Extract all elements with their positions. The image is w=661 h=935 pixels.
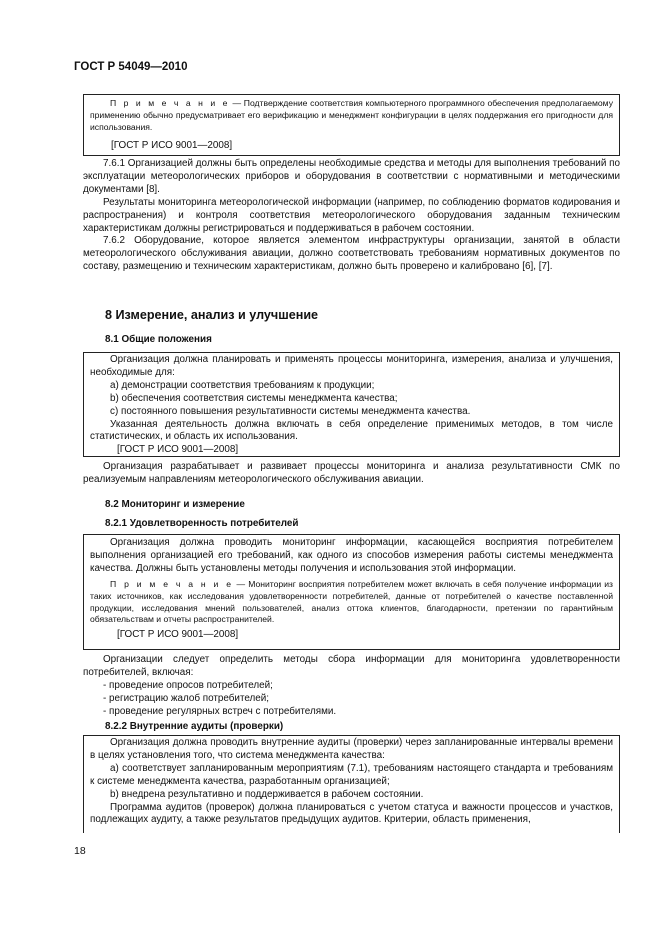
standard-header: ГОСТ Р 54049—2010 <box>74 61 188 73</box>
list-item: b) обеспечения соответствия системы менеджмента качества; <box>110 392 398 404</box>
reference-text: [ГОСТ Р ИСО 9001—2008] <box>111 140 233 151</box>
note-paragraph <box>90 98 613 134</box>
quote-box-8-2-1 <box>83 534 620 650</box>
paragraph-7-6-1: 7.6.1 Организацией должны быть определены необходимые средства и методы для выполнения требований по эксплуатации метеорологических приборов и оборудования в соответствии с нормативными и методическими документами [8]. <box>83 158 620 195</box>
note-label: П р и м е ч а н и е <box>110 578 234 589</box>
list-item: - регистрацию жалоб потребителей; <box>103 692 270 704</box>
note-paragraph <box>90 579 613 627</box>
paragraph-8-2-2-program: Программа аудитов (проверок) должна планироваться с учетом статуса и важности процессов и участков, подлежащих аудиту, а также результатов предыдущих аудитов. Критерии, область применения, <box>90 801 613 826</box>
page-number: 18 <box>74 845 86 857</box>
paragraph-7-6-2: 7.6.2 Оборудование, которое является элементом инфраструктуры организации, занятой в области метеорологического обслуживания авиации, должно соответствовать требованиям нормативных документов по составу, размещению и техническим характеристикам, должно быть проверено и калибровано [6], [7]. <box>83 235 620 273</box>
list-item: - проведение регулярных встреч с потребителями. <box>103 705 337 717</box>
reference-text: [ГОСТ Р ИСО 9001—2008] <box>117 629 239 641</box>
paragraph-8-1-intro: Организация должна планировать и применять процессы мониторинга, измерения, анализа и улучшения, необходимые для: <box>90 354 613 378</box>
list-item: c) постоянного повышения результативности системы менеджмента качества. <box>110 405 471 417</box>
reference-text: [ГОСТ Р ИСО 9001—2008] <box>117 444 239 456</box>
paragraph-8-1-methods: Указанная деятельность должна включать в себя определение применимых методов, в том числе статистических, и область их использования. <box>90 418 613 443</box>
note-text: — Подтверждение соответствия компьютерного программного обеспечения предполагаемому применению обычно предусматривает его верификацию и менеджмент конфигурации в целях поддержания его пригодности для использования. <box>90 98 613 132</box>
paragraph-results: Результаты мониторинга метеорологической информации (например, по соблюдению форматов кодирования и распространения) и контроля соответствия метеорологического оборудования заданным техническим характеристикам должны регистрироваться и поддерживаться в рабочем состоянии. <box>83 196 620 234</box>
section-8-2-1-after <box>83 654 620 719</box>
section-8-2-1-title: 8.2.1 Удовлетворенность потребителей <box>105 518 299 529</box>
section-8-1-title: 8.1 Общие положения <box>105 334 212 345</box>
paragraph-8-2-1-after: Организации следует определить методы сбора информации для мониторинга удовлетворенности потребителей, включая: <box>83 654 620 678</box>
quote-box-8-1 <box>83 352 620 457</box>
note-text: — Мониторинг восприятия потребителем может включать в себя получение информации из таких источников, как исследования удовлетворенности потребителей, данные от потребителей о качестве поставленной продукции, исследования мнений пользователей, анализ оттока клиентов, благодарности, претензии по гарантийным обязательствам и отчеты распространителей. <box>90 578 613 625</box>
quote-box-8-2-2 <box>83 735 620 833</box>
list-item: a) демонстрации соответствия требованиям к продукции; <box>110 379 375 391</box>
list-item: b) внедрена результативно и поддерживается в рабочем состоянии. <box>110 788 424 800</box>
note-label: П р и м е ч а н и е <box>110 98 230 108</box>
list-item: а) соответствует запланированным мероприятиям (7.1), требованиям настоящего стандарта и требованиям к системе менеджмента качества, разработанным организацией; <box>90 762 613 787</box>
paragraph-8-1-after: Организация разрабатывает и развивает процессы мониторинга и анализа результативности СМК по реализуемым направлениям метеорологического обслуживания авиации. <box>83 461 620 485</box>
list-item: - проведение опросов потребителей; <box>103 679 273 691</box>
reference-line <box>83 142 620 156</box>
paragraph-8-2-1-body: Организация должна проводить мониторинг информации, касающейся восприятия потребителем выполнения организацией его требований, как одного из способов измерения работы системы менеджмента качества. Должны быть установлены методы получения и использования этой информации. <box>90 537 613 574</box>
section-8-1-after <box>83 461 620 487</box>
section-7-6-1 <box>83 158 620 274</box>
section-8-2-2-title: 8.2.2 Внутренние аудиты (проверки) <box>105 721 284 732</box>
paragraph-8-2-2-intro: Организация должна проводить внутренние аудиты (проверки) через запланированные интервалы времени в целях установления того, что система менеджмента качества: <box>90 737 613 761</box>
section-8-title: 8 Измерение, анализ и улучшение <box>105 308 319 322</box>
section-8-2-title: 8.2 Мониторинг и измерение <box>105 499 245 510</box>
